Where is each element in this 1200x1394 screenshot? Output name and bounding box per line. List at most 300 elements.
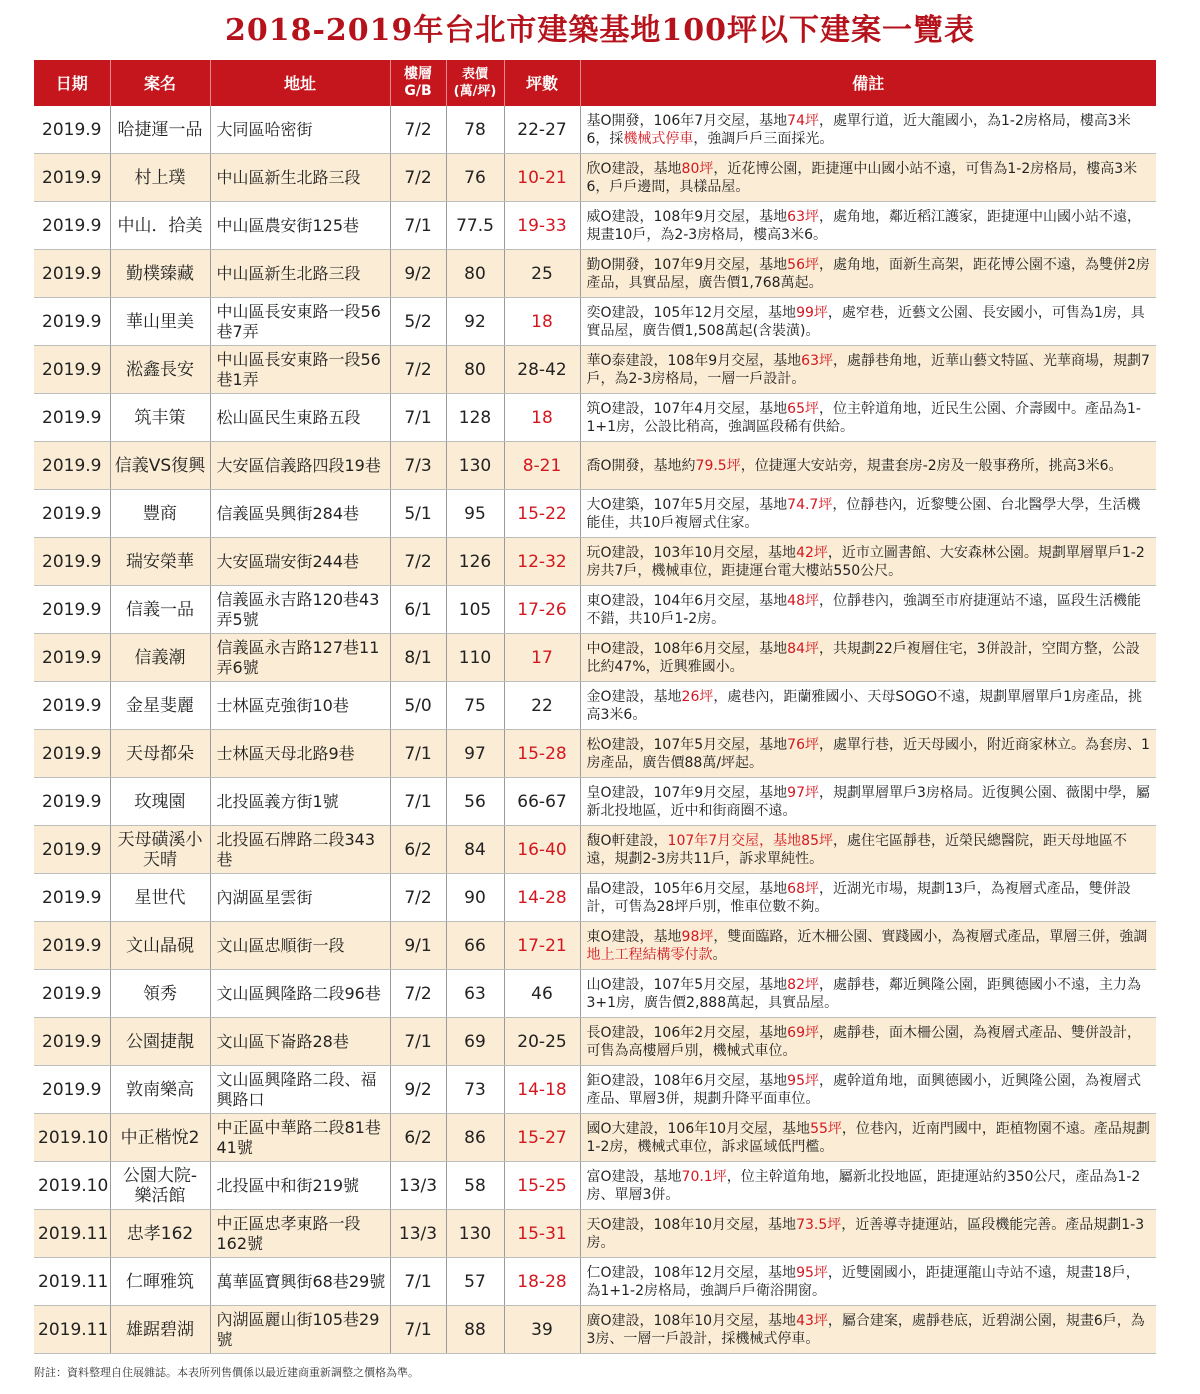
table-row: [34, 922, 1156, 970]
cell-address: 信義區永吉路127巷11弄6號: [210, 634, 390, 682]
table-row: [34, 682, 1156, 730]
note-text: 馥O軒建設，: [586, 832, 668, 849]
cell-date: 2019.9: [34, 394, 110, 442]
cell-floors: 7/1: [390, 1258, 446, 1306]
cell-date: 2019.9: [34, 970, 110, 1018]
header-date: 日期: [34, 60, 110, 106]
table-row: [34, 1210, 1156, 1258]
cell-size: 18-28: [504, 1258, 580, 1306]
cell-size: 16-40: [504, 826, 580, 874]
cell-date: 2019.9: [34, 298, 110, 346]
cell-date: 2019.9: [34, 202, 110, 250]
note-text: ，雙面臨路，近木柵公園、實踐國小，為複層式產品，單層三併，強調: [713, 928, 1148, 945]
cell-name: 敦南樂高: [110, 1066, 210, 1114]
cell-date: 2019.9: [34, 346, 110, 394]
header-address: 地址: [210, 60, 390, 106]
cell-name: 華山里美: [110, 298, 210, 346]
cell-date: 2019.11: [34, 1306, 110, 1354]
note-highlight: 95坪: [796, 1264, 828, 1281]
cell-floors: 7/1: [390, 730, 446, 778]
cell-note: [580, 154, 1156, 202]
cell-floors: 7/2: [390, 538, 446, 586]
cell-name: 村上璞: [110, 154, 210, 202]
note-text: ，處住宅區靜巷，近榮民總醫院，距天母地區不遠，規劃2-3房共11戶，訴求單純性。: [586, 832, 1127, 867]
cell-size: 19-33: [504, 202, 580, 250]
cell-address: 內湖區星雲街: [210, 874, 390, 922]
table-row: [34, 634, 1156, 682]
cell-floors: 9/2: [390, 250, 446, 298]
cell-price: 105: [446, 586, 504, 634]
cell-price: 66: [446, 922, 504, 970]
note-text: ，近善導寺捷運站，區段機能完善。產品規劃1-3房。: [586, 1216, 1145, 1251]
cell-name: 金星斐麗: [110, 682, 210, 730]
cell-note: [580, 682, 1156, 730]
cell-size: 8-21: [504, 442, 580, 490]
cell-name: 豐商: [110, 490, 210, 538]
cell-name: 公園捷靚: [110, 1018, 210, 1066]
cell-note: [580, 1306, 1156, 1354]
cell-address: 大安區瑞安街244巷: [210, 538, 390, 586]
cell-floors: 7/2: [390, 874, 446, 922]
cell-address: 中山區新生北路三段: [210, 250, 390, 298]
table-row: [34, 1162, 1156, 1210]
table-row: [34, 826, 1156, 874]
header-floors: 樓層 G/B: [390, 60, 446, 106]
table-row: [34, 154, 1156, 202]
cell-size: 17: [504, 634, 580, 682]
table-row: [34, 298, 1156, 346]
note-text: 華O泰建設，108年9月交屋，基地: [586, 352, 802, 369]
note-text: 玩O建設，103年10月交屋，基地: [586, 544, 797, 561]
cell-note: [580, 490, 1156, 538]
cell-price: 130: [446, 442, 504, 490]
cell-address: 文山區興隆路二段、福興路口: [210, 1066, 390, 1114]
note-highlight: 70.1坪: [681, 1168, 727, 1185]
note-highlight: 79.5坪: [695, 457, 741, 474]
note-highlight: 74坪: [787, 112, 819, 129]
cell-price: 130: [446, 1210, 504, 1258]
note-text: 東O建設，104年6月交屋，基地: [586, 592, 788, 609]
note-text: ，位靜巷內，強調至市府捷運站不遠，區段生活機能不錯，共10戶1-2房。: [586, 592, 1141, 627]
note-text: ，處單行巷，近天母國小，附近商家林立。為套房、1房產品，廣告價88萬/坪起。: [586, 736, 1150, 771]
note-text: ，屬合建案，處靜巷底，近碧湖公園，規畫6戶，為3房、一層一戶設計，採機械式停車。: [586, 1312, 1145, 1347]
note-text: ，處靜巷，面木柵公園，為複層式產品、雙併設計，可售為高樓層戶別，機械式車位。: [586, 1024, 1141, 1059]
table-row: [34, 970, 1156, 1018]
cell-address: 中山區長安東路一段56巷1弄: [210, 346, 390, 394]
cell-note: [580, 1114, 1156, 1162]
cell-note: [580, 250, 1156, 298]
note-highlight: 48坪: [787, 592, 819, 609]
cell-name: 勤樸臻藏: [110, 250, 210, 298]
note-highlight: 80坪: [681, 160, 714, 177]
note-text: ，處角地，鄰近稻江護家，距捷運中山國小站不遠，規畫10戶，為2-3房格局，樓高3米6。: [586, 208, 1141, 243]
cell-name: 公園大院-樂活館: [110, 1162, 210, 1210]
cell-date: 2019.9: [34, 250, 110, 298]
cell-name: 淞鑫長安: [110, 346, 210, 394]
cell-name: 中正楷悅2: [110, 1114, 210, 1162]
cell-floors: 8/1: [390, 634, 446, 682]
cell-note: [580, 106, 1156, 154]
note-text: 金O建設，基地: [586, 688, 682, 705]
header-price: 表價 (萬/坪): [446, 60, 504, 106]
cell-name: 天母磺溪小天晴: [110, 826, 210, 874]
cell-note: [580, 1018, 1156, 1066]
note-text: 喬O開發，基地約: [586, 457, 696, 474]
table-row: [34, 538, 1156, 586]
note-text: ，處靜巷角地，近華山藝文特區、光華商場，規劃7戶，為2-3房格局，一層一戶設計。: [586, 352, 1150, 387]
cell-address: 北投區義方街1號: [210, 778, 390, 826]
note-highlight: 107年7月交屋，基地85坪: [667, 832, 833, 849]
table-row: [34, 442, 1156, 490]
cell-name: 中山．拾美: [110, 202, 210, 250]
note-highlight: 68坪: [787, 880, 819, 897]
note-text: 松O建設，107年5月交屋，基地: [586, 736, 788, 753]
note-highlight: 97坪: [787, 784, 819, 801]
cell-address: 內湖區麗山街105巷29號: [210, 1306, 390, 1354]
page-title: 2018-2019年台北市建築基地100坪以下建案一覽表: [224, 13, 976, 48]
table-row: [34, 778, 1156, 826]
cell-floors: 7/1: [390, 778, 446, 826]
cell-note: [580, 970, 1156, 1018]
cell-size: 28-42: [504, 346, 580, 394]
cell-size: 12-32: [504, 538, 580, 586]
cell-date: 2019.10: [34, 1162, 110, 1210]
cell-date: 2019.11: [34, 1210, 110, 1258]
note-text: 長O建設，106年2月交屋，基地: [586, 1024, 788, 1041]
cell-address: 中山區新生北路三段: [210, 154, 390, 202]
cell-price: 88: [446, 1306, 504, 1354]
cell-floors: 7/2: [390, 154, 446, 202]
cell-size: 18: [504, 394, 580, 442]
cell-size: 14-18: [504, 1066, 580, 1114]
note-text: ，處靜巷，鄰近興隆公園，距興德國小不遠，主力為3+1房，廣告價2,888萬起，具實品屋。: [586, 976, 1141, 1011]
header-note: 備註: [580, 60, 1156, 106]
cell-note: [580, 538, 1156, 586]
cell-address: 北投區中和街219號: [210, 1162, 390, 1210]
cell-note: [580, 202, 1156, 250]
note-text: ，強調戶戶三面採光。: [693, 130, 834, 147]
cell-note: [580, 826, 1156, 874]
cell-note: [580, 586, 1156, 634]
cell-name: 信義潮: [110, 634, 210, 682]
cell-floors: 6/2: [390, 826, 446, 874]
cell-size: 20-25: [504, 1018, 580, 1066]
cell-date: 2019.10: [34, 1114, 110, 1162]
cell-note: [580, 346, 1156, 394]
cell-size: 18: [504, 298, 580, 346]
cell-note: [580, 442, 1156, 490]
note-text: 筑O建設，107年4月交屋，基地: [586, 400, 788, 417]
cell-price: 77.5: [446, 202, 504, 250]
cell-date: 2019.9: [34, 634, 110, 682]
cell-address: 中山區長安東路一段56巷7弄: [210, 298, 390, 346]
cell-floors: 7/2: [390, 970, 446, 1018]
note-text: ，近花博公園，距捷運中山國小站不遠，可售為1-2房格局，樓高3米6，戶戶邊間，具樣品屋。: [586, 160, 1138, 195]
note-text: 天O建設，108年10月交屋，基地: [586, 1216, 797, 1233]
cell-date: 2019.9: [34, 874, 110, 922]
cell-size: 15-25: [504, 1162, 580, 1210]
cell-price: 86: [446, 1114, 504, 1162]
cell-address: 文山區下崙路28巷: [210, 1018, 390, 1066]
cell-date: 2019.9: [34, 1018, 110, 1066]
cell-address: 中正區忠孝東路一段162號: [210, 1210, 390, 1258]
cell-floors: 13/3: [390, 1210, 446, 1258]
cell-address: 士林區天母北路9巷: [210, 730, 390, 778]
note-text: 晶O建設，105年6月交屋，基地: [586, 880, 788, 897]
cell-size: 39: [504, 1306, 580, 1354]
cell-date: 2019.9: [34, 538, 110, 586]
table-row: [34, 250, 1156, 298]
note-text: 勤O開發，107年9月交屋，基地: [586, 256, 788, 273]
cell-date: 2019.9: [34, 922, 110, 970]
cell-note: [580, 1210, 1156, 1258]
note-text: ，共規劃22戶複層住宅，3併設計，空間方整，公設比約47%，近興雅國小。: [586, 640, 1140, 675]
cell-price: 110: [446, 634, 504, 682]
cell-floors: 13/3: [390, 1162, 446, 1210]
cell-floors: 7/1: [390, 202, 446, 250]
note-text: 皇O建設，107年9月交屋，基地: [586, 784, 788, 801]
cell-floors: 5/0: [390, 682, 446, 730]
table-row: [34, 1114, 1156, 1162]
table-row: [34, 1258, 1156, 1306]
cell-floors: 7/2: [390, 346, 446, 394]
cell-note: [580, 394, 1156, 442]
header-name: 案名: [110, 60, 210, 106]
note-text: 大O建築，107年5月交屋，基地: [586, 496, 788, 513]
cell-price: 80: [446, 346, 504, 394]
cell-size: 15-27: [504, 1114, 580, 1162]
note-text: ，近湖光市場，規劃13戶，為複層式產品，雙併設計，可售為28坪戶別，惟車位數不夠。: [586, 880, 1131, 915]
cell-floors: 7/1: [390, 1306, 446, 1354]
cell-size: 17-26: [504, 586, 580, 634]
cell-floors: 7/2: [390, 106, 446, 154]
cell-price: 76: [446, 154, 504, 202]
note-text: 富O建設，基地: [586, 1168, 682, 1185]
cell-date: 2019.9: [34, 682, 110, 730]
note-highlight: 74.7坪: [787, 496, 833, 513]
cell-floors: 6/1: [390, 586, 446, 634]
note-text: ，處角地，面新生高架，距花博公園不遠，為雙併2房產品，具實品屋，廣告價1,768萬起。: [586, 256, 1150, 291]
cell-price: 58: [446, 1162, 504, 1210]
cell-date: 2019.9: [34, 442, 110, 490]
cell-floors: 7/3: [390, 442, 446, 490]
cell-floors: 5/1: [390, 490, 446, 538]
table-row: [34, 394, 1156, 442]
cell-price: 73: [446, 1066, 504, 1114]
table-row: [34, 1018, 1156, 1066]
cell-price: 128: [446, 394, 504, 442]
cell-size: 17-21: [504, 922, 580, 970]
note-highlight: 機械式停車: [623, 130, 694, 147]
cell-price: 78: [446, 106, 504, 154]
note-highlight: 76坪: [787, 736, 819, 753]
cell-size: 66-67: [504, 778, 580, 826]
note-text: ，處巷內，距蘭雅國小、天母SOGO不遠，規劃單層單戶1房產品，挑高3米6。: [586, 688, 1143, 723]
cell-size: 22: [504, 682, 580, 730]
cell-date: 2019.9: [34, 106, 110, 154]
table-row: [34, 202, 1156, 250]
note-text: 威O建設，108年9月交屋，基地: [586, 208, 788, 225]
header-size: 坪數: [504, 60, 580, 106]
note-text: ，近雙園國小，距捷運龍山寺站不遠，規畫18戶，為1+1-2房格局，強調戶戶衛浴開窗。: [586, 1264, 1140, 1299]
cell-price: 84: [446, 826, 504, 874]
cell-price: 126: [446, 538, 504, 586]
cell-price: 95: [446, 490, 504, 538]
cell-date: 2019.11: [34, 1258, 110, 1306]
cell-size: 15-22: [504, 490, 580, 538]
cell-note: [580, 922, 1156, 970]
cell-price: 69: [446, 1018, 504, 1066]
cell-price: 75: [446, 682, 504, 730]
cell-size: 22-27: [504, 106, 580, 154]
note-highlight: 地上工程結構零付款: [586, 946, 713, 963]
note-highlight: 82坪: [787, 976, 819, 993]
cell-date: 2019.9: [34, 1066, 110, 1114]
cell-name: 筑丰策: [110, 394, 210, 442]
project-table: [34, 60, 1156, 1354]
cell-address: 松山區民生東路五段: [210, 394, 390, 442]
cell-size: 46: [504, 970, 580, 1018]
cell-name: 領秀: [110, 970, 210, 1018]
note-text: ，處單行道，近大龍國小，為1-2房格局，樓高3米6，採: [586, 112, 1131, 147]
note-highlight: 98坪: [681, 928, 714, 945]
cell-address: 信義區永吉路120巷43弄5號: [210, 586, 390, 634]
note-highlight: 65坪: [787, 400, 819, 417]
table-header-row: [34, 60, 1156, 106]
cell-date: 2019.9: [34, 586, 110, 634]
cell-size: 14-28: [504, 874, 580, 922]
cell-price: 92: [446, 298, 504, 346]
note-text: ，近市立圖書館、大安森林公園。規劃單層單戶1-2房共7戶，機械車位，距捷運台電大樓站550公尺。: [586, 544, 1145, 579]
cell-address: 士林區克強街10巷: [210, 682, 390, 730]
cell-name: 信義一品: [110, 586, 210, 634]
cell-address: 中正區中華路二段81巷41號: [210, 1114, 390, 1162]
cell-size: 10-21: [504, 154, 580, 202]
cell-note: [580, 874, 1156, 922]
note-text: 欣O建設，基地: [586, 160, 682, 177]
cell-address: 信義區吳興街284巷: [210, 490, 390, 538]
footnote: 附註：資料整理自住展雜誌。本表所列售價係以最近建商重新調整之價格為準。: [34, 1366, 419, 1379]
cell-price: 90: [446, 874, 504, 922]
cell-floors: 7/1: [390, 1018, 446, 1066]
cell-name: 玫瑰園: [110, 778, 210, 826]
cell-date: 2019.9: [34, 154, 110, 202]
note-highlight: 84坪: [787, 640, 819, 657]
cell-name: 信義VS復興: [110, 442, 210, 490]
table-row: [34, 586, 1156, 634]
note-text: 國O大建設，106年10月交屋，基地: [586, 1120, 811, 1137]
cell-floors: 9/2: [390, 1066, 446, 1114]
note-text: ，位靜巷內，近黎雙公園、台北醫學大學，生活機能佳，共10戶複層式住家。: [586, 496, 1141, 531]
cell-address: 萬華區寶興街68巷29號: [210, 1258, 390, 1306]
cell-size: 25: [504, 250, 580, 298]
note-highlight: 95坪: [787, 1072, 819, 1089]
note-text: 基O開發，106年7月交屋，基地: [586, 112, 788, 129]
note-text: 仁O建設，108年12月交屋，基地: [586, 1264, 797, 1281]
note-highlight: 43坪: [796, 1312, 828, 1329]
note-text: ，位捷運大安站旁，規畫套房-2房及一般事務所，挑高3米6。: [740, 457, 1123, 474]
note-text: ，位主幹道角地，屬新北投地區，距捷運站約350公尺，產品為1-2房、單層3併。: [586, 1168, 1141, 1203]
cell-date: 2019.9: [34, 730, 110, 778]
cell-name: 哈捷運一品: [110, 106, 210, 154]
note-highlight: 63坪: [801, 352, 833, 369]
table-row: [34, 490, 1156, 538]
cell-price: 63: [446, 970, 504, 1018]
cell-address: 大安區信義路四段19巷: [210, 442, 390, 490]
note-highlight: 69坪: [787, 1024, 819, 1041]
cell-name: 雄踞碧湖: [110, 1306, 210, 1354]
note-highlight: 26坪: [681, 688, 714, 705]
note-text: ，規劃單層單戶3房格局。近復興公園、薇閣中學，屬新北投地區，近中和街商圈不遠。: [586, 784, 1150, 819]
cell-name: 瑞安榮華: [110, 538, 210, 586]
cell-address: 中山區農安街125巷: [210, 202, 390, 250]
cell-name: 忠孝162: [110, 1210, 210, 1258]
cell-note: [580, 1066, 1156, 1114]
note-text: 廣O建設，108年10月交屋，基地: [586, 1312, 797, 1329]
cell-price: 80: [446, 250, 504, 298]
cell-note: [580, 730, 1156, 778]
cell-date: 2019.9: [34, 490, 110, 538]
note-text: ，處幹道角地，面興德國小，近興隆公園，為複層式產品、單層3併，規劃升降平面車位。: [586, 1072, 1141, 1107]
cell-floors: 5/2: [390, 298, 446, 346]
note-text: 。: [712, 946, 727, 963]
cell-note: [580, 1162, 1156, 1210]
cell-address: 北投區石牌路二段343巷: [210, 826, 390, 874]
note-highlight: 73.5坪: [796, 1216, 842, 1233]
cell-size: 15-31: [504, 1210, 580, 1258]
note-highlight: 56坪: [787, 256, 819, 273]
cell-date: 2019.9: [34, 826, 110, 874]
cell-address: 大同區哈密街: [210, 106, 390, 154]
cell-address: 文山區忠順街一段: [210, 922, 390, 970]
cell-note: [580, 778, 1156, 826]
cell-address: 文山區興隆路二段96巷: [210, 970, 390, 1018]
note-text: ，位主幹道角地，近民生公園、介壽國中。產品為1-1+1房，公設比稍高，強調區段稀有供給。: [586, 400, 1141, 435]
cell-note: [580, 298, 1156, 346]
table-row: [34, 730, 1156, 778]
cell-name: 仁暉雅筑: [110, 1258, 210, 1306]
note-text: 中O建設，108年6月交屋，基地: [586, 640, 788, 657]
note-text: 山O建設，107年5月交屋，基地: [586, 976, 788, 993]
cell-floors: 7/1: [390, 394, 446, 442]
note-highlight: 63坪: [787, 208, 819, 225]
note-highlight: 55坪: [810, 1120, 842, 1137]
cell-price: 56: [446, 778, 504, 826]
cell-name: 星世代: [110, 874, 210, 922]
cell-price: 97: [446, 730, 504, 778]
table-row: [34, 106, 1156, 154]
cell-size: 15-28: [504, 730, 580, 778]
table-row: [34, 1306, 1156, 1354]
table-row: [34, 346, 1156, 394]
cell-note: [580, 634, 1156, 682]
cell-floors: 6/2: [390, 1114, 446, 1162]
cell-floors: 9/1: [390, 922, 446, 970]
note-text: ，處窄巷，近藝文公園、長安國小，可售為1房，具實品屋，廣告價1,508萬起(含裝潢)。: [586, 304, 1145, 339]
cell-note: [580, 1258, 1156, 1306]
note-text: 奕O建設，105年12月交屋，基地: [586, 304, 797, 321]
note-text: 鉅O建設，108年6月交屋，基地: [586, 1072, 788, 1089]
cell-date: 2019.9: [34, 778, 110, 826]
note-text: ，位巷內，近南門國中，距植物園不遠。產品規劃1-2房，機械式車位，訴求區域低門檻。: [586, 1120, 1150, 1155]
note-highlight: 99坪: [796, 304, 828, 321]
cell-name: 天母都朵: [110, 730, 210, 778]
cell-price: 57: [446, 1258, 504, 1306]
note-text: 東O建設，基地: [586, 928, 682, 945]
cell-name: 文山晶硯: [110, 922, 210, 970]
table-row: [34, 1066, 1156, 1114]
table-row: [34, 874, 1156, 922]
